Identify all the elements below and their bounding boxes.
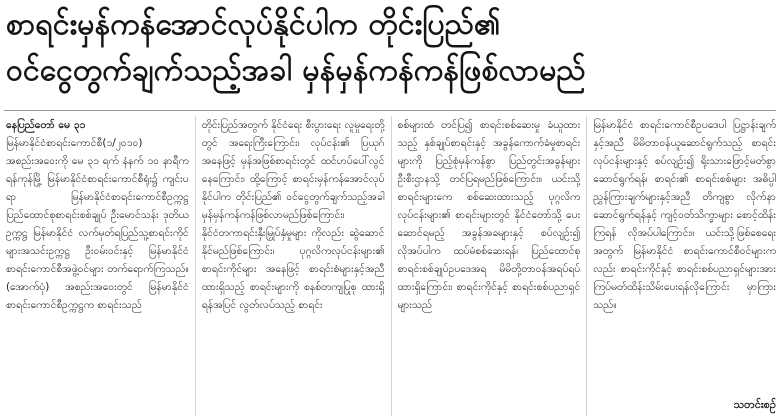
article-column-4 (586, 116, 776, 416)
byline: သတင်းစဉ် (733, 398, 776, 411)
headline (6, 2, 774, 94)
article-column-1 (6, 116, 189, 416)
article-column-3 (391, 116, 581, 416)
article-paragraph: စစ်များထံ တင်ပြ၍ စာရင်းစစ်ဆေးမှု ခံယူထားသည့် နှစ်ချုပ်စာရင်းနှင့် အခွန်ကောက်ခံမှုစာရင်းများကို ပြည့်စုံမှန်ကန်စွာ ပြည်တွင်းအခွန်များဦးစီးဌာနသို့ တင်ပြရမည်ဖြစ်ကြောင်း။ ယင်းသို့ စာရင်းများကေ စစ်ဆေးထားသည့် ပုဂ္ဂလိကလုပ်ငန်းများ၏ စာရင်းများတွင် နိုင်ငံတော်သို့ ပေးဆောင်ရမည့် အခွန်အခများနှင့် စပ်လျဉ်း၍ လိုအပ်ပါက ထပ်မံစစ်ဆေးရန်၊ ပြည်ထောင်စုစာရင်းစစ်ချုပ်ဥပဒေအရ မိမိတို့တာဝန်အရပ်ရပ်ထားရှိကြောင်း၊ စာရင်းကိုင်နှင့် စာရင်းစစ်ပညာရှင်များသည် (397, 119, 581, 311)
article-paragraph: တိုင်းပြည်အတွက် နိုင်ငံရေး စီးပွားရေး လူမှုရေးတို့တွင် အရေးကြီးကြောင်း၊ လုပ်ငန်း၏ ပြယုဂ်အနေဖြင့် မှန်အဖြစ်စာရင်းတွင် ထင်ဟပ်ပေါ်လွင်နေကြောင်း၊ ထို့ကြောင့် စာရင်းမှန်ကန်အောင်လုပ်နိုင်ပါက တိုင်းပြည်၏ ဝင်ငွေတွက်ချက်သည့်အခါ မှန်မှန်ကန်ကန်ဖြစ်လာမည်ဖြစ်ကြောင်း၊ နိုင်ငံတကာရင်းနှီးမြှုပ်နှံမှုများ ကိုလည်း ဆွဲဆောင်နိုင်မည်ဖြစ်ကြောင်း၊ ပုဂ္ဂလိကလုပ်ငန်းများ၏ စာရင်းကိုင်များ အနေဖြင့် စာရင်းစံများနှင့်အညီ ထားရှိသည့် စာရင်းများကို စနစ်တကျပြုစု ထားရှိရန်အပြင် လွတ်လပ်သည့် စာရင်း (201, 119, 385, 311)
article-paragraph: မြန်မာနိုင်ငံစာရင်းကောင်စီ(၁/၂၀၁၀) အစည်းအဝေးကို မေ ၃၁ ရက် နံနက် ၁၀ နာရီက ရန်ကုန်မြို့ မြန်မာနိုင်ငံစာရင်းကောင်စီရုံး၌ ကျင်းပရာ မြန်မာနိုင်ငံစာရင်းကောင်စီဥက္ကဋ္ဌ ပြည်ထောင်စုစာရင်းစစ်ချုပ် ဦးမောင်သန်း ဒုတိယဥက္ကဋ္ဌ မြန်မာနိုင်ငံ လက်မှတ်ရပြည်သူ့စာရင်းကိုင်များအသင်းဥက္ကဋ္ဌ ဦးဝမ်းဝင်းနှင့် မြန်မာနိုင်ငံ စာရင်းကောင်စီအဖွဲ့ဝင်များ တက်ရောက်ကြသည်။ (အောက်ပုံ) အစည်းအဝေးတွင် မြန်မာနိုင်ငံ စာရင်းကောင်စီဥက္ကဋ္ဌက စာရင်းသည် (6, 137, 189, 311)
dateline: နေပြည်တော် မေ ၃၁ (6, 119, 86, 131)
headline-divider (4, 110, 776, 111)
article-column-2 (195, 116, 385, 416)
article-body (6, 116, 776, 416)
headline-line-2: ဝင်ငွေတွက်ချက်သည့်အခါ မှန်မှန်ကန်ကန်ဖြစ်လာမည် (6, 53, 586, 88)
article-paragraph: မြန်မာနိုင်ငံ စာရင်းကောင်စီဥပဒေပါ ပြဋ္ဌာန်းချက်နှင့်အညီ မိမိတာဝန်ယူဆောင်ရွက်သည့် စာရင်းလုပ်ငန်းများနှင့် စပ်လျဉ်း၍ ရိုးသားဖြောင့်မတ်စွာ ဆောင်ရွက်ရန်၊ စာရင်း၏ စာရင်းစစ်များ အဓိပ္ပါ ညွှန်ကြားချက်များနှင့်အညီ တိကျစွာ လိုက်နာဆောင်ရွက်ရန်နှင့် ကျင့်ဝတ်သိက္ခာများ စောင့်ထိန်းကြရန် လိုအပ်ပါကြောင်း။ ယင်းသို့ဖြစ်စေရေး အတွက် မြန်မာနိုင်ငံ စာရင်းကောင်စီဝင်များကလည်း စာရင်းကိုင်နှင့် စာရင်းစစ်ပညာရှင်များအား ကြပ်မတ်ထိန်းသိမ်းပေးရန်လိုကြောင်း မှာကြားသည်။ (593, 119, 776, 311)
headline-line-1: စာရင်းမှန်ကန်အောင်လုပ်နိုင်ပါက တိုင်းပြည်၏ (6, 7, 501, 42)
